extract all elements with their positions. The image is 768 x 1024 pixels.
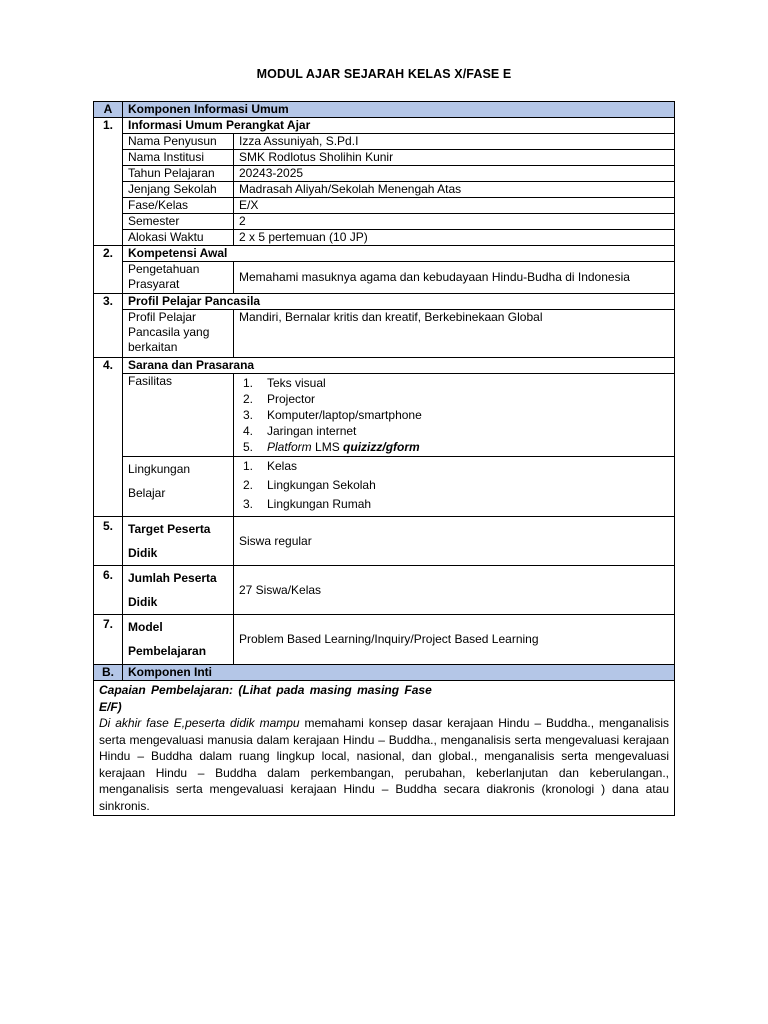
row-7-label-line-1: Model <box>128 620 163 634</box>
list-number: 5. <box>243 440 254 454</box>
row-7 <box>94 615 675 665</box>
info-value: 2 x 5 pertemuan (10 JP) <box>234 230 675 246</box>
row-5-number: 5. <box>94 517 123 566</box>
row-5 <box>94 517 675 566</box>
list-text: Lingkungan Rumah <box>267 497 372 511</box>
info-row <box>94 166 675 182</box>
list-item <box>239 407 669 423</box>
row-1-number: 1. <box>94 118 123 246</box>
page-title: MODUL AJAR SEJARAH KELAS X/FASE E <box>256 67 512 81</box>
environment-list-cell <box>234 457 675 517</box>
info-value: Madrasah Aliyah/Sekolah Menengah Atas <box>234 182 675 198</box>
info-value: Izza Assuniyah, S.Pd.I <box>234 134 675 150</box>
list-text: Teks visual <box>267 376 326 390</box>
row-3-number: 3. <box>94 294 123 358</box>
capaian-heading <box>99 682 669 715</box>
row-6-label-line-2: Didik <box>128 595 158 609</box>
list-text: Lingkungan Sekolah <box>267 478 376 492</box>
section-a-title: Komponen Informasi Umum <box>123 102 675 118</box>
row-6-label-line-1: Jumlah Peserta <box>128 571 217 585</box>
capaian-lead: Di akhir fase E,peserta didik mampu <box>99 716 300 730</box>
row-6-value: 27 Siswa/Kelas <box>234 566 675 615</box>
row-6 <box>94 566 675 615</box>
section-b-title: Komponen Inti <box>123 665 675 681</box>
info-value: Memahami masuknya agama dan kebudayaan Hindu-Budha di Indonesia <box>234 262 675 294</box>
info-label: Nama Penyusun <box>123 134 234 150</box>
row-7-value: Problem Based Learning/Inquiry/Project Based Learning <box>234 615 675 665</box>
info-value: Mandiri, Bernalar kritis dan kreatif, Berkebinekaan Global <box>234 310 675 358</box>
environment-label <box>123 457 234 517</box>
info-row <box>94 134 675 150</box>
row-1-title: Informasi Umum Perangkat Ajar <box>123 118 675 134</box>
row-6-label <box>123 566 234 615</box>
row-5-label-line-1: Target Peserta <box>128 522 211 536</box>
quizizz-word: quizizz/gform <box>343 440 420 454</box>
row-1-header <box>94 118 675 134</box>
list-item <box>239 391 669 407</box>
environment-row <box>94 457 675 517</box>
section-a-number: A <box>94 102 123 118</box>
row-4-header <box>94 358 675 374</box>
info-row <box>94 214 675 230</box>
row-2-header <box>94 246 675 262</box>
capaian-body: memahami konsep dasar kerajaan Hindu – Buddha., menganalisis serta mengevaluasi manusia dalam kerajaan Hindu – Buddha., menganalisis serta mengevaluasi kerajaan Hindu – Buddha dalam ruang lingkup local, nasional, dan global., menganalisis serta mengevaluasi kerajaan Hindu – Buddha dalam perkembangan, perubahan, keberlanjutan dan keberulangan., menganalisis serta mengevaluasi kerajaan Hindu – Buddha secara diakronis (kronologi ) dana atau sinkronis. <box>99 716 670 813</box>
capaian-heading-line-2: E/F) <box>99 699 122 714</box>
row-3-header <box>94 294 675 310</box>
row-5-label-line-2: Didik <box>128 546 158 560</box>
list-item <box>239 457 669 476</box>
facilities-label: Fasilitas <box>123 374 234 457</box>
environment-list <box>239 457 669 514</box>
info-value: E/X <box>234 198 675 214</box>
info-label: Jenjang Sekolah <box>123 182 234 198</box>
row-3-title: Profil Pelajar Pancasila <box>123 294 675 310</box>
list-text: Komputer/laptop/smartphone <box>267 408 422 422</box>
info-label: Fase/Kelas <box>123 198 234 214</box>
section-b-number: B. <box>94 665 123 681</box>
row-4-title: Sarana dan Prasarana <box>123 358 675 374</box>
facilities-list-cell <box>234 374 675 457</box>
facilities-row <box>94 374 675 457</box>
platform-word: Platform <box>267 440 312 454</box>
list-item <box>239 375 669 391</box>
list-number: 2. <box>243 392 254 406</box>
list-number: 4. <box>243 424 254 438</box>
capaian-row <box>94 681 675 816</box>
list-number: 2. <box>243 478 254 492</box>
section-b-header <box>94 665 675 681</box>
row-6-number: 6. <box>94 566 123 615</box>
list-item <box>239 495 669 514</box>
capaian-cell <box>94 681 675 816</box>
info-value: SMK Rodlotus Sholihin Kunir <box>234 150 675 166</box>
module-table <box>93 101 675 816</box>
row-7-number: 7. <box>94 615 123 665</box>
row-7-label-line-2: Pembelajaran <box>128 644 207 658</box>
row-2-title: Kompetensi Awal <box>123 246 675 262</box>
list-number: 3. <box>243 497 254 511</box>
info-value: 2 <box>234 214 675 230</box>
list-item <box>239 423 669 439</box>
list-number: 1. <box>243 459 254 473</box>
list-text: Kelas <box>267 459 298 473</box>
list-item <box>239 476 669 495</box>
info-label: Tahun Pelajaran <box>123 166 234 182</box>
row-5-label <box>123 517 234 566</box>
facilities-list <box>239 375 669 455</box>
info-row <box>94 310 675 358</box>
row-5-value: Siswa regular <box>234 517 675 566</box>
info-row <box>94 262 675 294</box>
info-row <box>94 198 675 214</box>
row-4-number: 4. <box>94 358 123 517</box>
list-number: 3. <box>243 408 254 422</box>
capaian-paragraph <box>99 715 669 814</box>
info-row <box>94 230 675 246</box>
lms-word: LMS <box>311 440 344 454</box>
environment-label-line-2: Belajar <box>128 486 166 500</box>
row-7-label <box>123 615 234 665</box>
info-label: Semester <box>123 214 234 230</box>
list-item <box>239 439 669 455</box>
list-text <box>267 439 420 455</box>
info-row <box>94 182 675 198</box>
info-label: Profil Pelajar Pancasila yang berkaitan <box>123 310 234 358</box>
info-label: Nama Institusi <box>123 150 234 166</box>
info-label: Alokasi Waktu <box>123 230 234 246</box>
section-a-header <box>94 102 675 118</box>
info-row <box>94 150 675 166</box>
list-text: Projector <box>267 392 316 406</box>
row-2-number: 2. <box>94 246 123 294</box>
environment-label-line-1: Lingkungan <box>128 462 191 476</box>
info-label: Pengetahuan Prasyarat <box>123 262 234 294</box>
info-value: 20243-2025 <box>234 166 675 182</box>
capaian-heading-line-1: Capaian Pembelajaran: (Lihat pada masing masing Fase <box>99 683 432 697</box>
list-number: 1. <box>243 376 254 390</box>
list-text: Jaringan internet <box>267 424 357 438</box>
